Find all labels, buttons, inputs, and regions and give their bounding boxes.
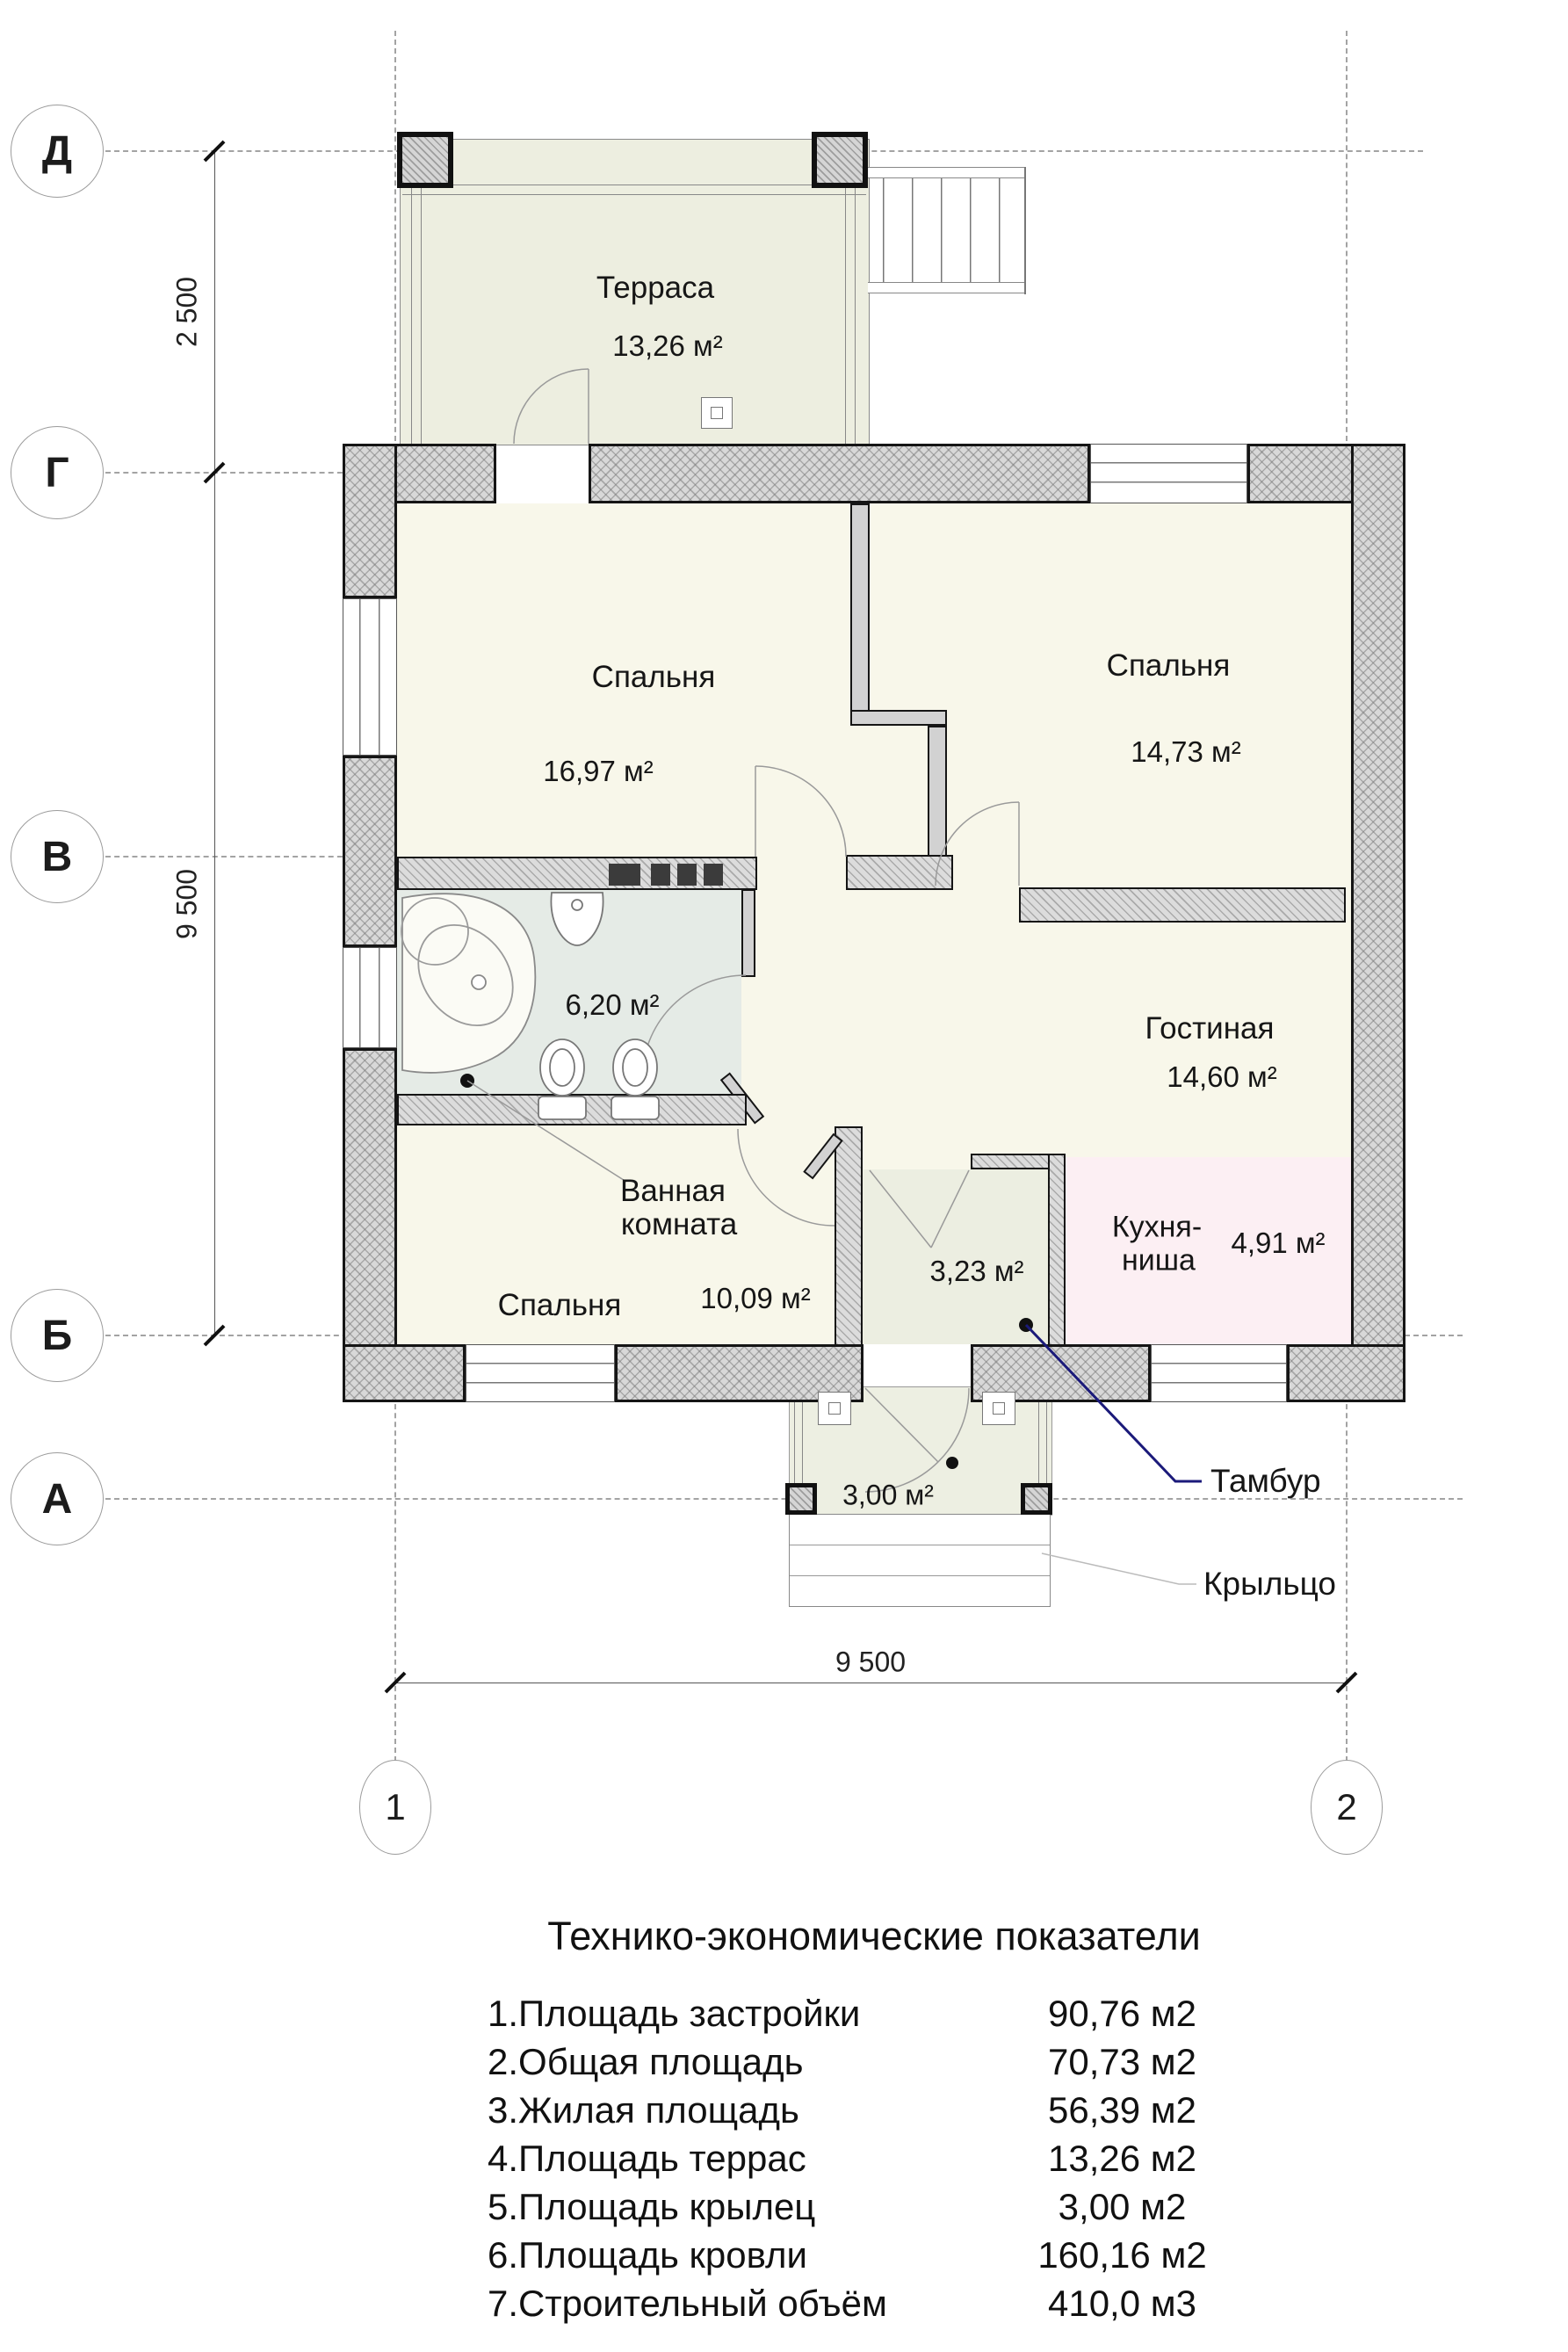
kitchen-name-1: Кухня- [1111,1210,1203,1244]
summary-row-label: 2.Общая площадь [488,2040,804,2082]
wall-left-1 [343,444,397,598]
axis-label-v: В [41,833,73,880]
bathroom-name-1: Ванная [620,1174,726,1208]
porch-post-left [785,1483,817,1515]
wall-right [1351,444,1405,1402]
wall-left-2 [343,756,397,947]
axis-line-g [105,472,351,474]
terrace-name: Терраса [596,271,715,305]
dimension-line-left [214,151,215,1335]
axis-bubble-g [11,426,104,519]
wall-bottom-1 [343,1344,466,1402]
bedroom1-area: 16,97 м² [543,755,654,787]
bedroom3-area: 10,09 м² [700,1282,811,1314]
summary-row-label: 5.Площадь крылец [488,2185,816,2227]
living-area: 14,60 м² [1167,1060,1277,1093]
terrace-area: 13,26 м² [612,329,723,362]
wall-bathroom-right-stub [741,889,755,977]
vent-block-3 [677,864,697,886]
porch-post-right [1021,1483,1052,1515]
summary-row [488,2134,1261,2182]
summary-table [488,1914,1261,2327]
callout-tambour: Тамбур [1210,1463,1321,1499]
wall-tambour-right [1048,1154,1066,1346]
stairs-treads [883,178,1026,282]
wall-living-top [1019,887,1346,923]
wall-hall-top [846,855,953,890]
axis-bubble-a [11,1452,104,1545]
summary-row [488,2231,1261,2279]
stairs-rail-top [868,167,1024,178]
summary-row-label: 4.Площадь террас [488,2137,806,2179]
bedroom2-name: Спальня [1106,648,1231,683]
summary-row-value: 56,39 м2 [1047,2088,1196,2131]
bedroom3-name: Спальня [497,1288,622,1322]
bathroom-area: 6,20 м² [565,988,660,1021]
porch-steps [789,1514,1051,1607]
summary-row [488,2037,1261,2086]
kitchen-name-2: ниша [1122,1243,1196,1277]
wall-top-2 [589,444,1090,503]
bedroom1-name: Спальня [591,660,716,694]
summary-row-label: 3.Жилая площадь [488,2088,799,2131]
axis-line-v [105,856,351,858]
summary-row-label: 7.Строительный объём [488,2282,887,2324]
vent-block-4 [704,864,723,886]
wall-bedroom-divider-lower [928,726,947,858]
porch-area: 3,00 м² [842,1479,934,1511]
window-left-bedroom1 [343,598,397,756]
living-name: Гостиная [1145,1011,1275,1046]
terrace-rail-top [402,185,866,195]
axis-label-b: Б [41,1312,73,1359]
wall-bathroom-bottom [397,1094,747,1125]
porch-lamp-left [818,1392,851,1425]
summary-row-value: 160,16 м2 [1037,2233,1207,2276]
porch-lamp-right [982,1392,1015,1425]
terrace-post-left [397,132,453,188]
summary-row-label: 6.Площадь кровли [488,2233,807,2276]
axis-bubble-2 [1311,1760,1383,1855]
stairs-edge [1024,167,1026,294]
summary-title: Технико-экономические показатели [547,1914,1201,1958]
window-top-bedroom2 [1090,444,1247,503]
summary-row-value: 3,00 м2 [1058,2185,1187,2227]
summary-row-value: 90,76 м2 [1047,1992,1196,2034]
window-left-bathroom [343,947,397,1048]
axis-label-d: Д [41,127,73,175]
vent-block-2 [651,864,670,886]
axis-bubble-d [11,105,104,198]
stairs-rail-bottom [868,282,1024,293]
axis-label-1: 1 [385,1786,406,1827]
wall-bedroom3-right [835,1126,863,1346]
bathroom-name-2: комната [620,1207,738,1241]
axis-label-2: 2 [1336,1786,1357,1827]
vent-block-1 [609,864,640,886]
summary-row [488,2279,1261,2327]
tambour-area: 3,23 м² [929,1255,1024,1287]
axis-label-g: Г [45,449,69,496]
summary-row-value: 410,0 м3 [1047,2282,1196,2324]
wall-bedroom-divider-jog [850,710,947,726]
dim-house-depth: 9 500 [170,868,203,940]
summary-row-label: 1.Площадь застройки [488,1992,861,2034]
summary-row [488,2086,1261,2134]
summary-row [488,2182,1261,2231]
summary-row-value: 13,26 м2 [1047,2137,1196,2179]
callout-porch: Крыльцо [1203,1566,1336,1602]
window-bottom-bedroom3 [466,1344,615,1402]
dim-house-width: 9 500 [835,1646,907,1678]
axis-bubble-v [11,810,104,903]
terrace-socket-symbol [701,397,733,429]
bedroom2-area: 14,73 м² [1131,735,1241,768]
axis-bubble-b [11,1289,104,1382]
summary-row-value: 70,73 м2 [1047,2040,1196,2082]
kitchen-area: 4,91 м² [1231,1227,1326,1259]
axis-label-a: А [41,1475,73,1523]
terrace-post-right [812,132,868,188]
summary-row [488,1989,1261,2037]
axis-bubble-1 [359,1760,431,1855]
wall-bedroom-divider-upper [850,503,870,714]
dim-terrace-depth: 2 500 [170,276,203,348]
wall-bottom-4 [1287,1344,1405,1402]
window-bottom-kitchen [1151,1344,1287,1402]
